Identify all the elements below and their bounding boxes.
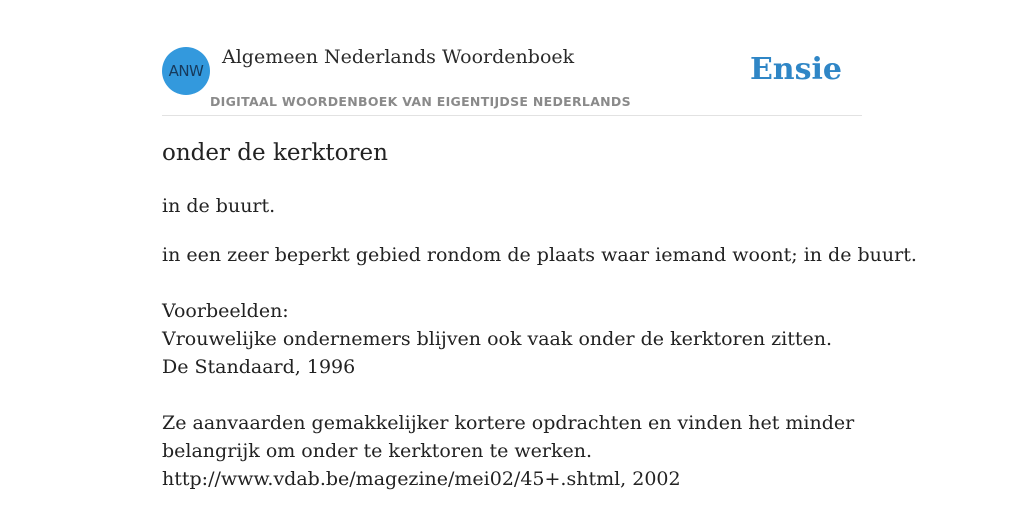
example-source: De Standaard, 1996 [162, 356, 356, 378]
page [162, 0, 917, 512]
spacer [162, 269, 862, 297]
full-definition: in een zeer beperkt gebied rondom de plaats waar iemand woont; in de buurt. [162, 244, 917, 266]
example-text: Ze aanvaarden gemakkelijker kortere opdrachten en vinden het minder [162, 412, 855, 434]
example-text: Vrouwelijke ondernemers blijven ook vaak onder de kerktoren zitten. [162, 328, 833, 350]
logo-text: ANW [168, 62, 204, 80]
site-header [162, 0, 862, 116]
example-source: http://www.vdab.be/magezine/mei02/45+.shtml, 2002 [162, 468, 681, 490]
entry-body [162, 241, 917, 493]
ensie-brand-link[interactable]: Ensie [749, 52, 842, 87]
examples-heading: Voorbeelden: [162, 300, 289, 322]
short-definition: in de buurt. [162, 195, 276, 217]
site-title[interactable]: Algemeen Nederlands Woordenboek [222, 46, 575, 68]
site-subtitle: DIGITAAL WOORDENBOEK VAN EIGENTIJDSE NEDERLANDS [210, 94, 631, 109]
entry-term: onder de kerktoren [162, 140, 388, 166]
example-text: belangrijk om onder te kerktoren te werken. [162, 440, 593, 462]
anw-logo[interactable] [162, 47, 210, 95]
spacer [162, 381, 862, 409]
